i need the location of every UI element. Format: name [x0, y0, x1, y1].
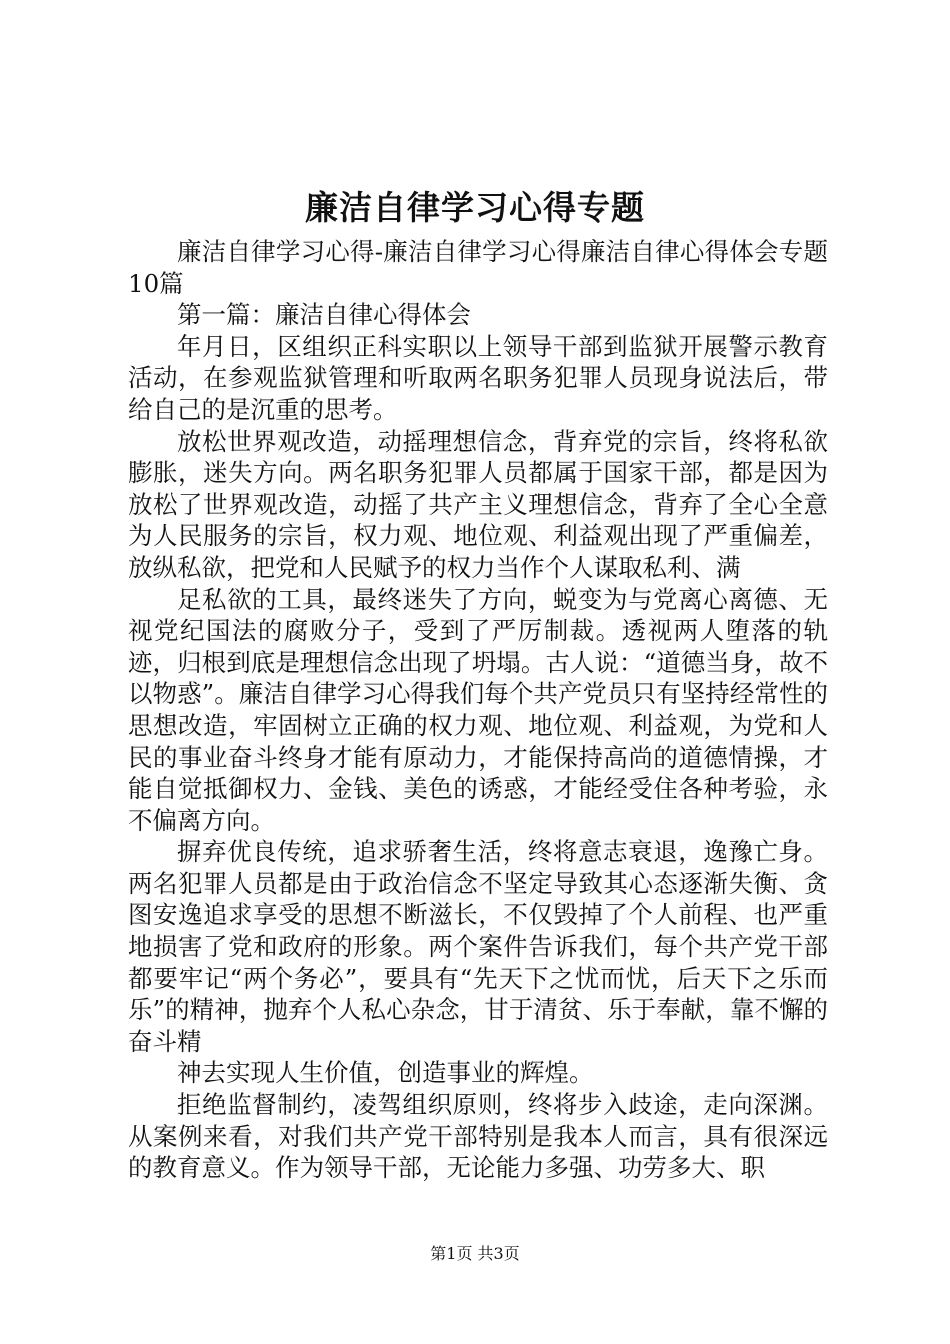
document-body: [128, 236, 828, 1184]
paragraph: 足私欲的工具，最终迷失了方向，蜕变为与党离心离德、无视党纪国法的腐败分子，受到了严厉制裁。透视两人堕落的轨迹，归根到底是理想信念出现了坍塌。古人说：“道德当身，故不以物惑”。廉洁自律学习心得我们每个共产党员只有坚持经常性的思想改造，牢固树立正确的权力观、地位观、利益观，为党和人民的事业奋斗终身才能有原动力，才能保持高尚的道德情操，才能自觉抵御权力、金钱、美色的诱惑，才能经受住各种考验，永不偏离方向。: [128, 584, 828, 835]
paragraph: 拒绝监督制约，凌驾组织原则，终将步入歧途，走向深渊。从案例来看，对我们共产党干部特别是我本人而言，具有很深远的教育意义。作为领导干部，无论能力多强、功劳多大、职: [128, 1090, 828, 1183]
paragraph: 年月日，区组织正科实职以上领导干部到监狱开展警示教育活动，在参观监狱管理和听取两名职务犯罪人员现身说法后，带给自己的是沉重的思考。: [128, 331, 828, 424]
paragraph: 第一篇：廉洁自律心得体会: [177, 300, 471, 330]
paragraph: 摒弃优良传统，追求骄奢生活，终将意志衰退，逸豫亡身。两名犯罪人员都是由于政治信念不坚定导致其心态逐渐失衡、贪图安逸追求享受的思想不断滋长，不仅毁掉了个人前程、也严重地损害了党和政府的形象。两个案件告诉我们，每个共产党干部都要牢记“两个务必”，要具有“先天下之忧而忧，后天下之乐而乐”的精神，抛弃个人私心杂念，甘于清贫、乐于奉献，靠不懈的奋斗精: [128, 837, 828, 1056]
page-footer: 第1页 共3页: [430, 1244, 520, 1263]
paragraph: 廉洁自律学习心得-廉洁自律学习心得廉洁自律心得体会专题10篇: [128, 237, 828, 298]
paragraph: 放松世界观改造，动摇理想信念，背弃党的宗旨，终将私欲膨胀，迷失方向。两名职务犯罪人员都属于国家干部，都是因为放松了世界观改造，动摇了共产主义理想信念，背弃了全心全意为人民服务的宗旨，权力观、地位观、利益观出现了严重偏差，放纵私欲，把党和人民赋予的权力当作个人谋取私利、满: [128, 426, 828, 582]
paragraph: 神去实现人生价值，创造事业的辉煌。: [177, 1058, 594, 1088]
document-title: 廉洁自律学习心得专题: [305, 188, 645, 227]
